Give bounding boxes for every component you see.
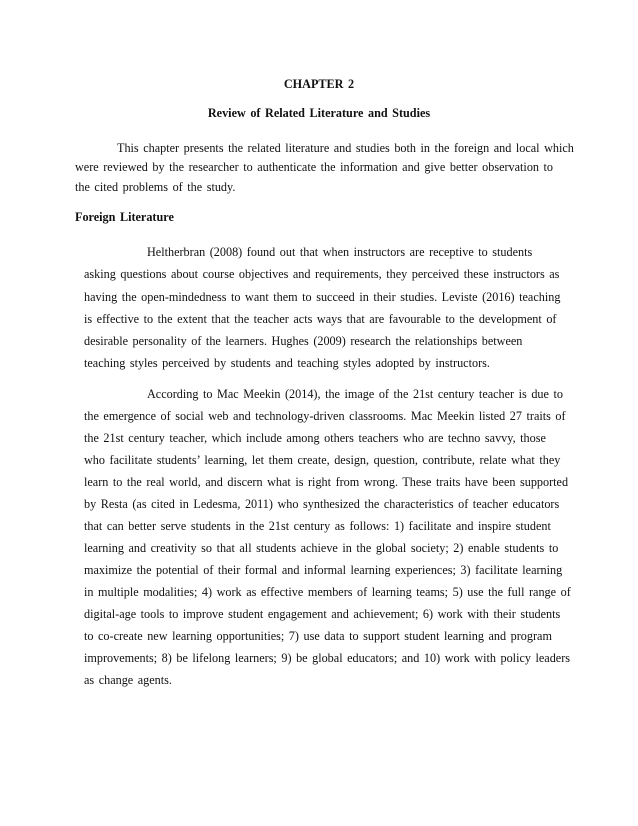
section-heading: Foreign Literature	[75, 210, 174, 224]
paragraph-line: improvements; 8) be lifelong learners; 9) be global educators; and 10) work with policy leaders	[84, 651, 571, 665]
paragraph-line: who facilitate students’ learning, let them create, design, question, contribute, relate what they	[84, 453, 561, 467]
chapter-title: Review of Related Literature and Studies	[207, 106, 431, 120]
paragraph-line: maximize the potential of their formal and informal learning experiences; 3) facilitate learning	[84, 563, 563, 577]
paragraph-line: Heltherbran (2008) found out that when instructors are receptive to students	[147, 245, 533, 259]
paragraph-line: the emergence of social web and technology-driven classrooms. Mac Meekin listed 27 traits of	[84, 409, 566, 423]
paragraph-line: in multiple modalities; 4) work as effective members of learning teams; 5) use the full range of	[84, 585, 571, 599]
intro-line: This chapter presents the related literature and studies both in the foreign and local which	[117, 141, 574, 155]
paragraph-line: asking questions about course objectives and requirements, they perceived these instructors as	[84, 267, 560, 281]
paragraph-line: is effective to the extent that the teacher acts ways that are favourable to the development of	[84, 312, 557, 326]
paragraph-line: learning and creativity so that all students achieve in the global society; 2) enable students to	[84, 541, 559, 555]
paragraph-line: by Resta (as cited in Ledesma, 2011) who synthesized the characteristics of teacher educators	[84, 497, 560, 511]
paragraph-line: desirable personality of the learners. Hughes (2009) research the relationships between	[84, 334, 523, 348]
paragraph-line: digital-age tools to improve student engagement and achievement; 6) work with their students	[84, 607, 561, 621]
paragraph-line: that can better serve students in the 21st century as follows: 1) facilitate and inspire student	[84, 519, 551, 533]
paragraph-line: teaching styles perceived by students and teaching styles adopted by instructors.	[84, 356, 490, 370]
paragraph-line: as change agents.	[84, 673, 172, 687]
intro-line: the cited problems of the study.	[75, 180, 236, 194]
paragraph-line: the 21st century teacher, which include among others teachers who are techno savvy, those	[84, 431, 546, 445]
paragraph-line: to co-create new learning opportunities; 7) use data to support student learning and program	[84, 629, 552, 643]
intro-line: were reviewed by the researcher to authenticate the information and give better observation to	[75, 160, 554, 174]
chapter-label: CHAPTER 2	[283, 77, 355, 91]
paragraph-line: having the open-mindedness to want them to succeed in their studies. Leviste (2016) teaching	[84, 290, 561, 304]
paragraph-line: According to Mac Meekin (2014), the image of the 21st century teacher is due to	[147, 387, 563, 401]
paragraph-line: learn to the real world, and discern what is right from wrong. These traits have been supported	[84, 475, 569, 489]
